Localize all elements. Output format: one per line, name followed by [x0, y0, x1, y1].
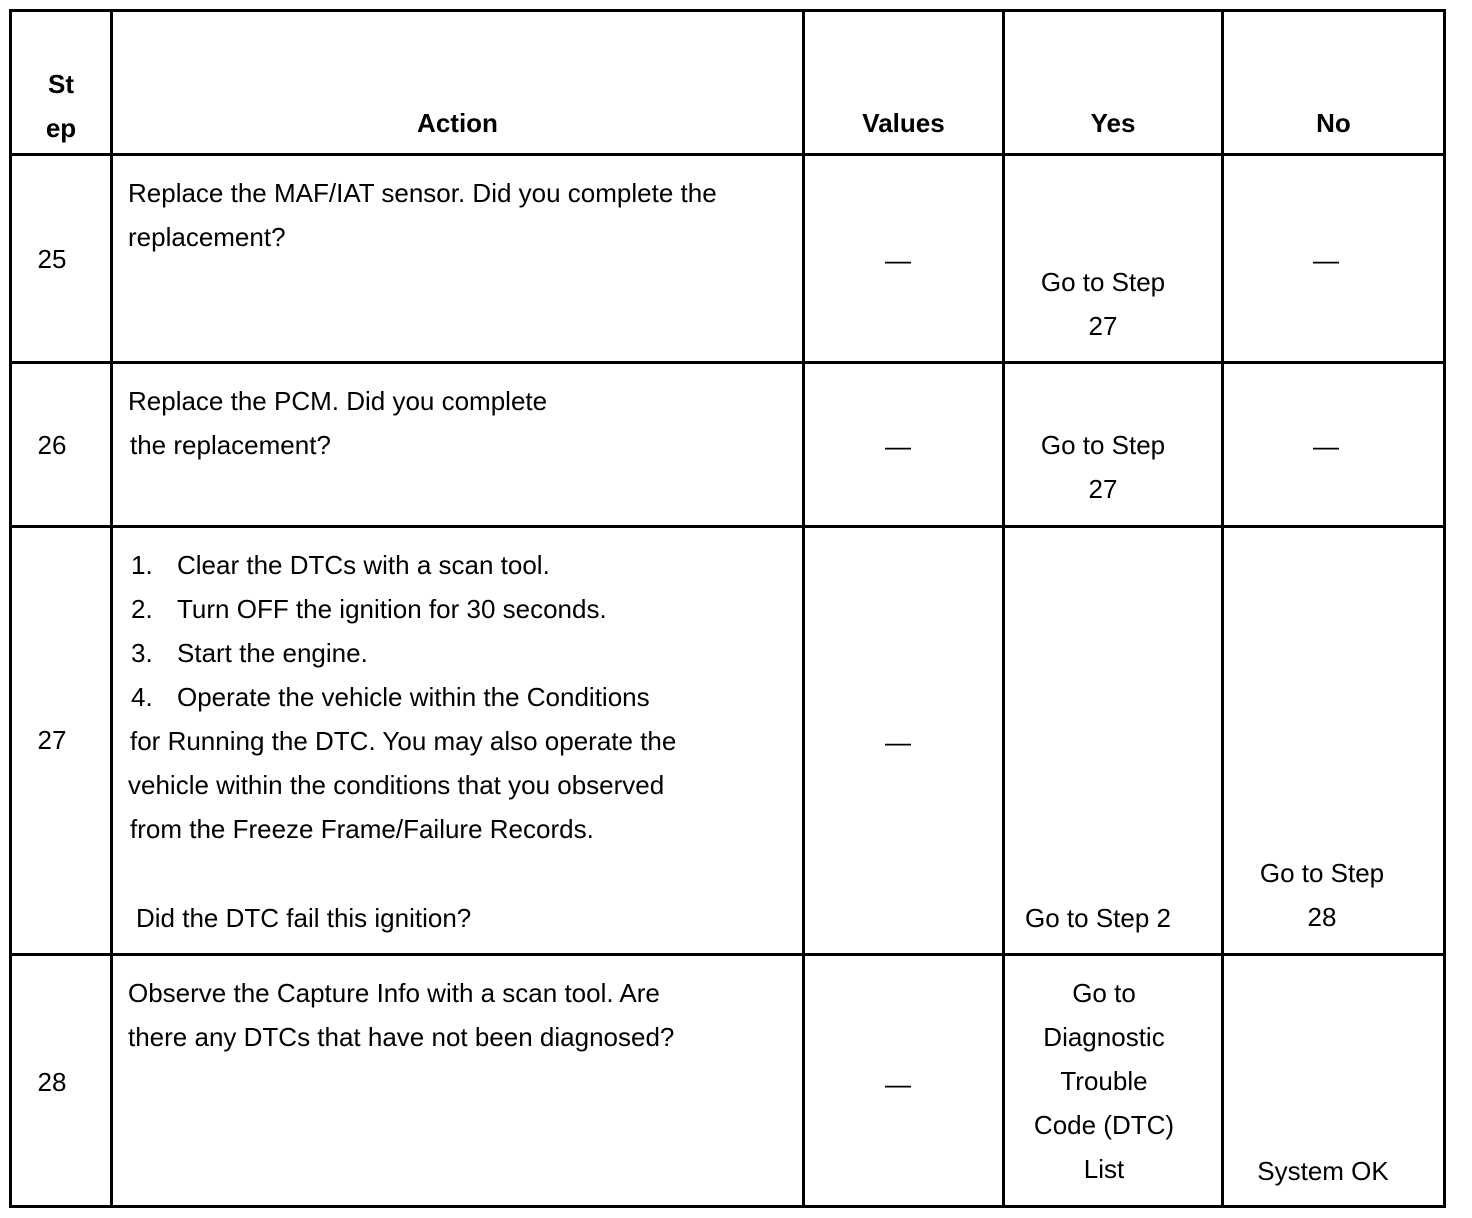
action-line: for Running the DTC. You may also operate the: [130, 726, 677, 756]
yes-line: Go to: [1072, 978, 1136, 1008]
values-cell: —: [885, 245, 911, 275]
yes-line: Trouble: [1060, 1066, 1148, 1096]
values-cell: —: [885, 431, 911, 461]
action-line: Replace the PCM. Did you complete: [128, 386, 548, 416]
list-item: [128, 675, 798, 719]
no-line: Go to Step: [1259, 858, 1385, 888]
header-step-line: St: [48, 69, 74, 99]
header-row-divider: [9, 153, 1446, 156]
table-border-left: [9, 9, 12, 1208]
yes-cell: [1005, 423, 1201, 511]
action-line: Observe the Capture Info with a scan tool. Are: [128, 978, 660, 1008]
header-action: Action: [417, 108, 498, 138]
header-step-line: ep: [45, 113, 77, 143]
list-item-number: 2.: [131, 594, 153, 624]
action-question: Did the DTC fail this ignition?: [136, 903, 472, 933]
column-divider: [802, 9, 805, 1208]
action-line: replacement?: [128, 222, 286, 252]
header-values: Values: [862, 108, 945, 138]
no-cell: —: [1313, 431, 1339, 461]
action-text: [128, 171, 798, 259]
list-item: [128, 631, 798, 675]
list-item-number: 3.: [131, 638, 153, 668]
values-cell: —: [885, 1069, 911, 1099]
yes-cell: Go to Step 2: [1025, 903, 1171, 933]
yes-line: 27: [1088, 311, 1118, 341]
header-no: No: [1316, 108, 1351, 138]
no-cell: —: [1313, 245, 1339, 275]
list-item-number: 4.: [131, 682, 153, 712]
row-divider: [9, 953, 1446, 956]
list-item-number: 1.: [131, 550, 153, 580]
yes-cell: [1005, 260, 1201, 348]
action-line: the replacement?: [130, 430, 331, 460]
values-cell: —: [885, 727, 911, 757]
action-text: [128, 971, 798, 1059]
table-border-right: [1443, 9, 1446, 1208]
table-border-top: [9, 9, 1446, 12]
step-number: 27: [37, 725, 67, 755]
column-divider: [110, 9, 113, 1208]
yes-line: Go to Step: [1040, 430, 1166, 460]
no-line: 28: [1307, 902, 1337, 932]
row-divider: [9, 361, 1446, 364]
action-line: from the Freeze Frame/Failure Records.: [130, 814, 594, 844]
yes-line: Code (DTC): [1033, 1110, 1175, 1140]
no-cell: [1224, 851, 1420, 939]
list-item-text: Clear the DTCs with a scan tool.: [177, 550, 550, 580]
action-line: vehicle within the conditions that you observed: [128, 770, 665, 800]
yes-line: Diagnostic: [1043, 1022, 1165, 1052]
list-item-text: Start the engine.: [177, 638, 368, 668]
step-number: 25: [37, 244, 67, 274]
list-item-text: Operate the vehicle within the Conditions: [177, 682, 650, 712]
action-line: Replace the MAF/IAT sensor. Did you complete the: [128, 178, 717, 208]
row-divider: [9, 525, 1446, 528]
action-steps-list: [128, 543, 798, 851]
yes-cell: [1005, 971, 1203, 1191]
action-text: [128, 379, 798, 467]
step-number: 28: [37, 1067, 67, 1097]
column-divider: [1221, 9, 1224, 1208]
list-item-text: Turn OFF the ignition for 30 seconds.: [177, 594, 607, 624]
no-cell: System OK: [1257, 1156, 1389, 1186]
action-line: there any DTCs that have not been diagnosed?: [128, 1022, 675, 1052]
yes-line: Go to Step: [1040, 267, 1166, 297]
step-number: 26: [37, 430, 67, 460]
list-item: [128, 587, 798, 631]
table-border-bottom: [9, 1205, 1446, 1208]
header-step: [12, 62, 110, 150]
yes-line: 27: [1088, 474, 1118, 504]
header-yes: Yes: [1090, 108, 1136, 138]
list-item: [128, 543, 798, 587]
yes-line: List: [1083, 1154, 1125, 1184]
